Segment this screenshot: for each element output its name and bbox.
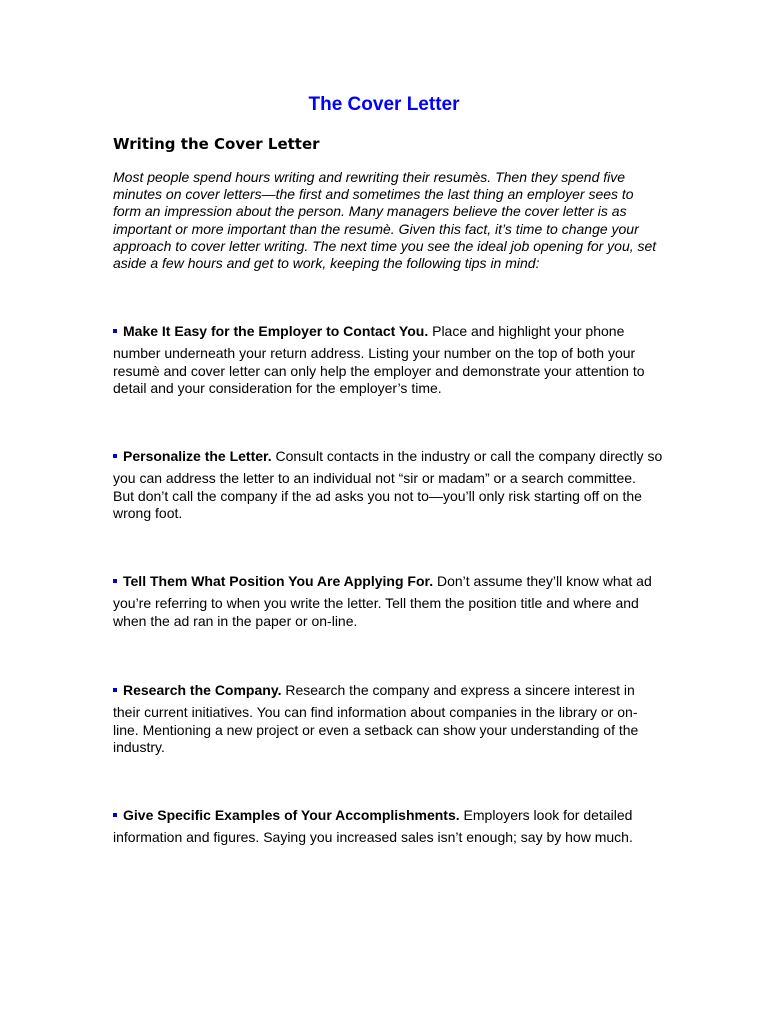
tip-research	[113, 680, 658, 757]
tip-heading: Personalize the Letter.	[123, 448, 272, 464]
tip-lead-text: Employers look for detailed	[459, 807, 633, 823]
tip-first-line	[113, 321, 658, 345]
tip-contact	[113, 321, 658, 398]
tip-first-line	[113, 446, 663, 470]
tip-body: number underneath your return address. Listing your number on the top of both your resumè and cover letter can only help the employer and demonstrate your attention to detail and your consideration for the employer’s time.	[113, 345, 645, 396]
tip-body: their current initiatives. You can find information about companies in the library or on-line. Mentioning a new project or even a setback can show your understanding of the industry.	[113, 704, 639, 755]
tip-heading: Research the Company.	[123, 682, 282, 698]
tip-first-line	[113, 680, 658, 704]
tip-heading: Make It Easy for the Employer to Contact You.	[123, 323, 429, 339]
page-title: The Cover Letter	[308, 94, 460, 115]
tip-body: information and figures. Saying you increased sales isn’t enough; say by how much.	[113, 829, 633, 845]
tip-position	[113, 571, 658, 630]
square-bullet-icon	[113, 579, 117, 583]
square-bullet-icon	[113, 329, 117, 333]
tip-lead-text: Consult contacts in the industry or call the company directly so	[271, 448, 663, 464]
tip-examples	[113, 805, 658, 847]
tip-first-line	[113, 805, 658, 829]
tip-first-line	[113, 571, 658, 595]
section-heading: Writing the Cover Letter	[113, 135, 320, 153]
tip-body: you’re referring to when you write the letter. Tell them the position title and where and when the ad ran in the paper or on-line.	[113, 595, 639, 629]
tip-personalize	[113, 446, 663, 523]
square-bullet-icon	[113, 813, 117, 817]
tip-heading: Give Specific Examples of Your Accomplishments.	[123, 807, 460, 823]
intro-paragraph: Most people spend hours writing and rewriting their resumès. Then they spend five minutes on cover letters—the first and sometimes the last thing an employer sees to form an impression about the person. Many managers believe the cover letter is as important or more important than the resumè. Given this fact, it’s time to change your approach to cover letter writing. The next time you see the ideal job opening for you, set aside a few hours and get to work, keeping the following tips in mind:	[113, 169, 657, 272]
tip-heading: Tell Them What Position You Are Applying For.	[123, 573, 434, 589]
square-bullet-icon	[113, 454, 117, 458]
square-bullet-icon	[113, 688, 117, 692]
tip-lead-text: Research the company and express a sincere interest in	[281, 682, 635, 698]
tip-lead-text: Don’t assume they’ll know what ad	[433, 573, 652, 589]
tip-lead-text: Place and highlight your phone	[428, 323, 625, 339]
tip-body: you can address the letter to an individual not “sir or madam” or a search committee. But don’t call the company if the ad asks you not to—you’ll only risk starting off on the wrong foot.	[113, 470, 642, 521]
